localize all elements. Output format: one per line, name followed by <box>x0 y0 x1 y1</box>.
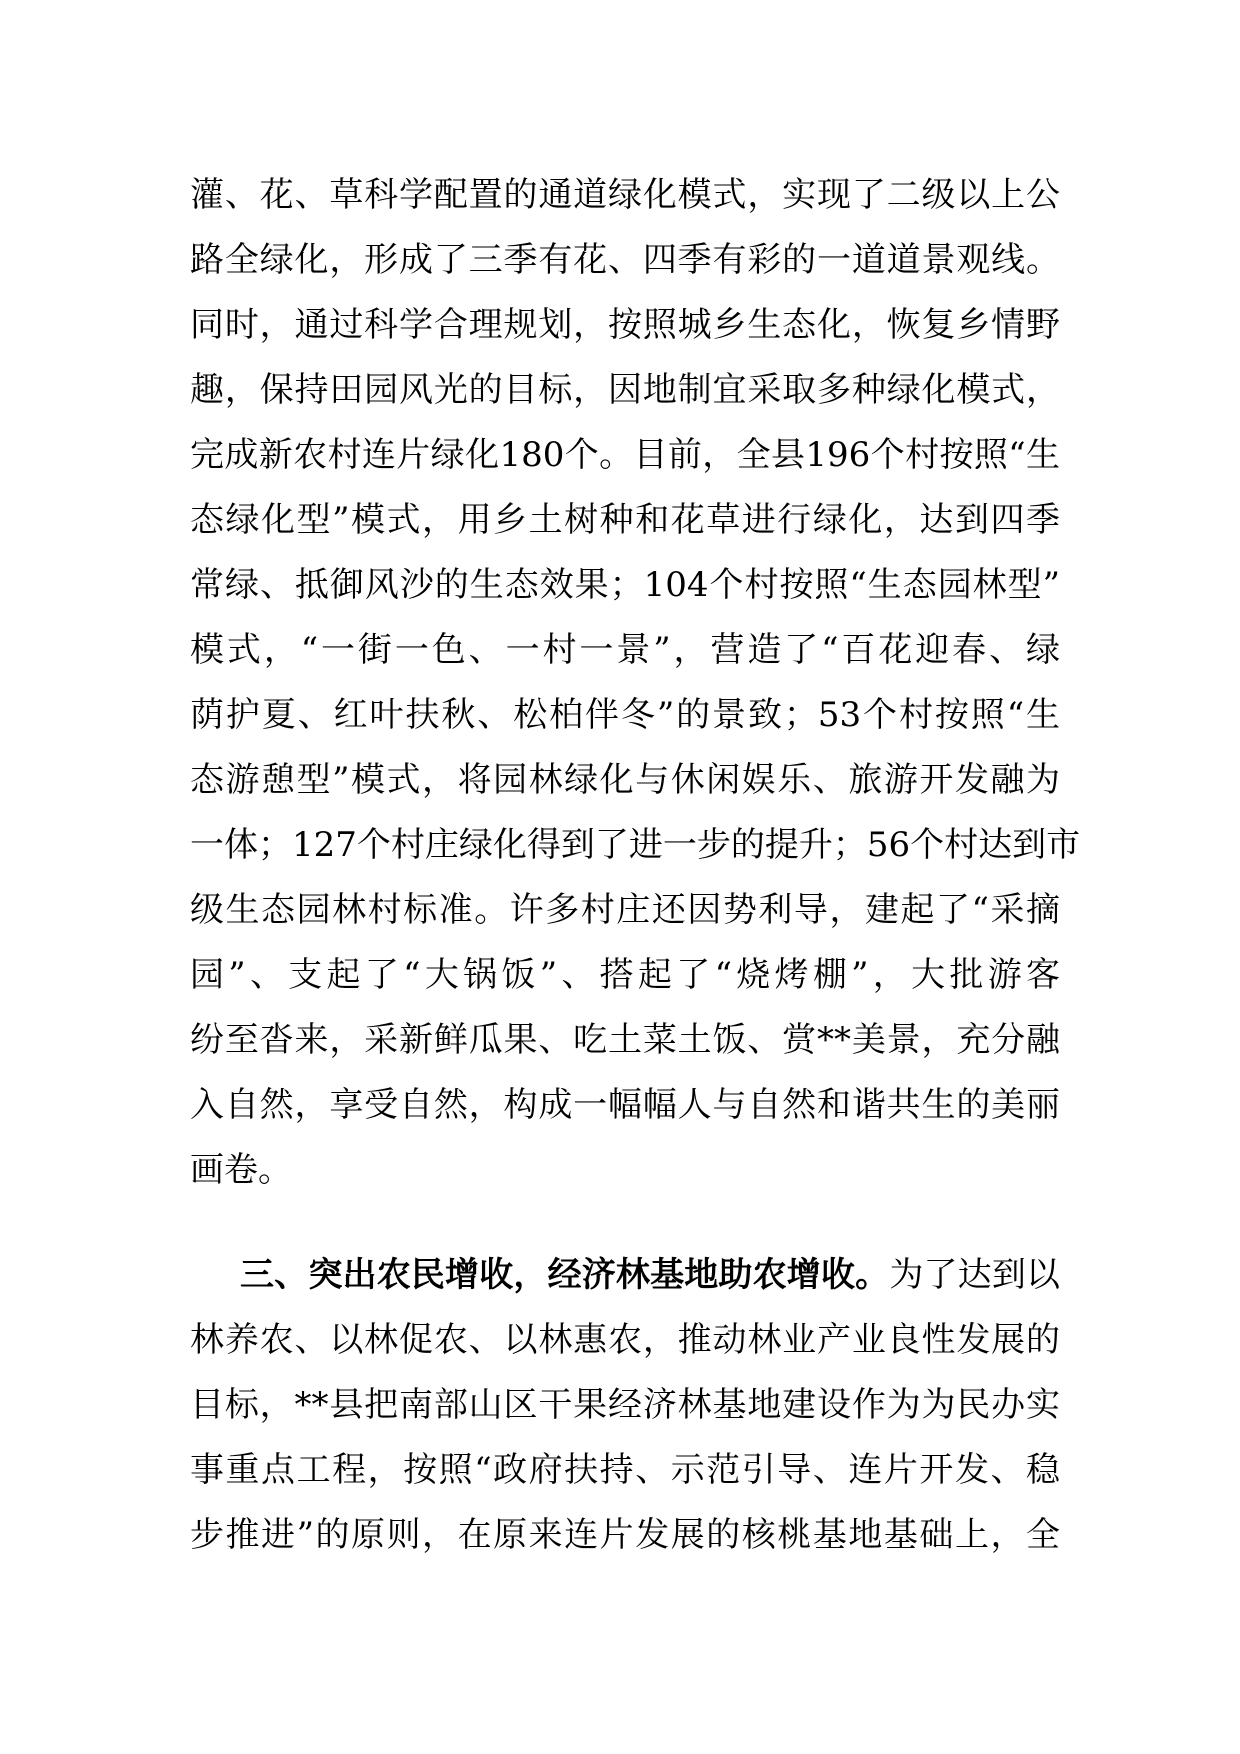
paragraph-line: 模式，“一街一色、一村一景”，营造了“百花迎春、绿 <box>190 630 1060 670</box>
paragraph-line: 步推进”的原则，在原来连片发展的核桃基地基础上，全 <box>190 1515 1060 1555</box>
paragraph-line: 灌、花、草科学配置的通道绿化模式，实现了二级以上公 <box>190 175 1060 215</box>
paragraph-line: 园”、支起了“大锅饭”、搭起了“烧烤棚”，大批游客 <box>190 955 1060 995</box>
paragraph-line: 目标，**县把南部山区干果经济林基地建设作为为民办实 <box>190 1385 1060 1425</box>
paragraph-line: 事重点工程，按照“政府扶持、示范引导、连片开发、稳 <box>190 1450 1060 1490</box>
paragraph-line: 态游憩型”模式，将园林绿化与休闲娱乐、旅游开发融为 <box>190 760 1060 800</box>
paragraph-first-line <box>190 1243 1060 1308</box>
paragraph-line: 级生态园林村标准。许多村庄还因势利导，建起了“采摘 <box>190 890 1060 930</box>
paragraph-line: 一体；127个村庄绿化得到了进一步的提升；56个村达到市 <box>190 825 1081 865</box>
paragraph-spacer <box>190 1203 1060 1243</box>
paragraph-line: 同时，通过科学合理规划，按照城乡生态化，恢复乡情野 <box>190 305 1060 345</box>
paragraph-line: 路全绿化，形成了三季有花、四季有彩的一道道景观线。 <box>190 240 1060 280</box>
paragraph-1 <box>190 163 1081 1203</box>
paragraph-text: 为了达到以 <box>889 1255 1061 1295</box>
paragraph-line: 纷至沓来，采新鲜瓜果、吃土菜土饭、赏**美景，充分融 <box>190 1020 1060 1060</box>
paragraph-line: 常绿、抵御风沙的生态效果；104个村按照“生态园林型” <box>190 565 1060 605</box>
paragraph-2 <box>190 1243 1060 1568</box>
section-heading: 三、突出农民增收，经济林基地助农增收。 <box>240 1255 890 1295</box>
paragraph-line: 林养农、以林促农、以林惠农，推动林业产业良性发展的 <box>190 1320 1060 1360</box>
paragraph-line: 荫护夏、红叶扶秋、松柏伴冬”的景致；53个村按照“生 <box>190 695 1060 735</box>
paragraph-line: 趣，保持田园风光的目标，因地制宜采取多种绿化模式， <box>190 370 1060 410</box>
paragraph-line: 态绿化型”模式，用乡土树种和花草进行绿化，达到四季 <box>190 500 1060 540</box>
paragraph-line: 入自然，享受自然，构成一幅幅人与自然和谐共生的美丽 <box>190 1085 1060 1125</box>
document-body <box>190 163 1081 1568</box>
paragraph-line: 完成新农村连片绿化180个。目前，全县196个村按照“生 <box>190 435 1060 475</box>
paragraph-line: 画卷。 <box>190 1150 292 1190</box>
